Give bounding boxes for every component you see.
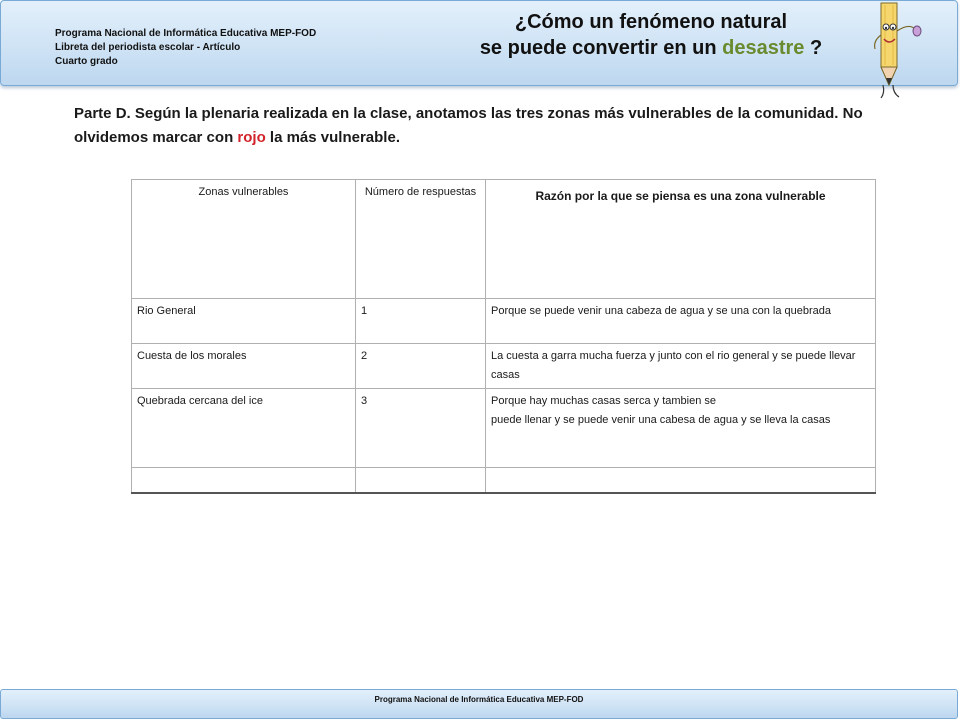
- instruction-text: [74, 102, 934, 150]
- reason-line: La cuesta a garra mucha fuerza y junto con el rio general y se puede llevar casas: [491, 350, 856, 381]
- count-cell: 3: [356, 389, 486, 468]
- reason-cell: [486, 468, 876, 494]
- program-name: Programa Nacional de Informática Educativa MEP-FOD: [55, 28, 317, 39]
- notebook-name: Libreta del periodista escolar - Artículo: [55, 42, 241, 53]
- count-cell: [356, 468, 486, 494]
- pencil-mascot-icon: [869, 1, 929, 101]
- footer-text: Programa Nacional de Informática Educativa MEP-FOD: [374, 695, 584, 704]
- header-banner: [0, 0, 958, 86]
- reason-cell: [486, 344, 876, 389]
- header-zones: Zonas vulnerables: [132, 180, 356, 299]
- reason-line: Porque se puede venir una cabeza de agua y se una con la quebrada: [491, 305, 832, 317]
- zone-cell: [132, 468, 356, 494]
- instruction-part-1: Parte D. Según la plenaria realizada en la clase, anotamos las tres zonas más vulnerables de la comunidad. No olvidemos marcar con: [74, 105, 863, 146]
- title-accent-word: desastre: [722, 37, 805, 59]
- instruction-part-2: la más vulnerable.: [265, 129, 400, 146]
- header-count: Número de respuestas: [356, 180, 486, 299]
- table-header-row: [132, 180, 876, 299]
- header-reason: Razón por la que se piensa es una zona vulnerable: [486, 180, 876, 299]
- reason-line: puede llenar y se puede venir una cabesa de agua y se lleva la casas: [491, 414, 831, 426]
- title-line-2: [441, 35, 861, 61]
- zone-cell: Quebrada cercana del ice: [132, 389, 356, 468]
- zone-cell: Rio General: [132, 299, 356, 344]
- title-line-2-suffix: ?: [804, 37, 823, 59]
- zone-cell: Cuesta de los morales: [132, 344, 356, 389]
- table-row-empty: [132, 468, 876, 494]
- reason-cell: [486, 299, 876, 344]
- page-title: [441, 9, 861, 61]
- table-row: [132, 299, 876, 344]
- table-row: [132, 344, 876, 389]
- reason-cell: [486, 389, 876, 468]
- reason-line: Porque hay muchas casas serca y tambien se: [491, 395, 717, 407]
- vulnerable-zones-table: [131, 179, 876, 494]
- count-cell: 1: [356, 299, 486, 344]
- title-line-1: ¿Cómo un fenómeno natural: [514, 11, 788, 33]
- footer-banner: [0, 689, 958, 719]
- table-row: [132, 389, 876, 468]
- title-line-2-prefix: se puede convertir en un: [479, 37, 723, 59]
- grade-level: Cuarto grado: [55, 56, 118, 67]
- header-program-info: [55, 27, 316, 69]
- instruction-highlight-red: rojo: [237, 129, 266, 146]
- count-cell: 2: [356, 344, 486, 389]
